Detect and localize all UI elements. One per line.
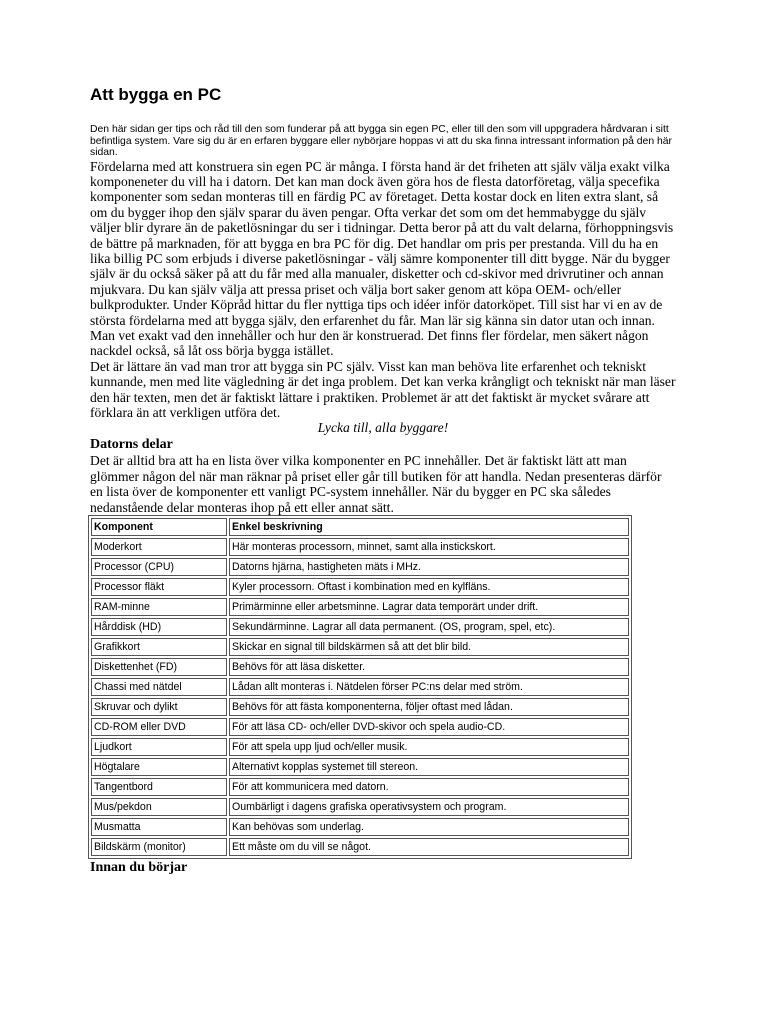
table-cell-component: Ljudkort xyxy=(91,738,227,756)
table-row xyxy=(91,598,629,616)
table-cell-component: Skruvar och dylikt xyxy=(91,698,227,716)
table-cell-description: Behövs för att läsa disketter. xyxy=(229,658,629,676)
table-cell-component: Diskettenhet (FD) xyxy=(91,658,227,676)
table-row xyxy=(91,658,629,676)
table-cell-component: CD-ROM eller DVD xyxy=(91,718,227,736)
table-row xyxy=(91,838,629,856)
table-cell-description: Här monteras processorn, minnet, samt alla instickskort. xyxy=(229,538,629,556)
table-cell-description: Kan behövas som underlag. xyxy=(229,818,629,836)
table-cell-description: Oumbärligt i dagens grafiska operativsystem och program. xyxy=(229,798,629,816)
intro-text: Den här sidan ger tips och råd till den som funderar på att bygga sin egen PC, eller till den som vill uppgradera hårdvaran i sitt befintliga system. Vare sig du är en erfaren byggare eller nybörjare hoppas vi att du ska finna intressant information på den här sidan. xyxy=(90,124,673,158)
table-cell-description: Kyler processorn. Oftast i kombination med en kylfläns. xyxy=(229,578,629,596)
table-cell-description: Ett måste om du vill se något. xyxy=(229,838,629,856)
table-cell-component: Musmatta xyxy=(91,818,227,836)
table-row xyxy=(91,558,629,576)
table-row xyxy=(91,778,629,796)
table-row xyxy=(91,798,629,816)
table-cell-component: Hårddisk (HD) xyxy=(91,618,227,636)
table-cell-description: Datorns hjärna, hastigheten mäts i MHz. xyxy=(229,558,629,576)
table-row xyxy=(91,758,629,776)
table-cell-description: Lådan allt monteras i. Nätdelen förser PC:ns delar med ström. xyxy=(229,678,629,696)
table-cell-component: RAM-minne xyxy=(91,598,227,616)
table-cell-component: Mus/pekdon xyxy=(91,798,227,816)
table-cell-description: För att spela upp ljud och/eller musik. xyxy=(229,738,629,756)
table-row xyxy=(91,618,629,636)
paragraph-easier: Det är lättare än vad man tror att bygga sin PC själv. Visst kan man behöva lite erfarenhet och tekniskt kunnande, men med lite vägledning är det inga problem. Det kan verka krångligt och tekniskt när man läser den här texten, men det är faktiskt lättare i praktiken. Problemet är att det faktiskt är mycket svårare att förklara än att verkligen utföra det. xyxy=(90,358,676,420)
table-cell-description: Skickar en signal till bildskärmen så att det blir bild. xyxy=(229,638,629,656)
table-row xyxy=(91,718,629,736)
table-cell-component: Moderkort xyxy=(91,538,227,556)
closing-line: Lycka till, alla byggare! xyxy=(317,420,449,436)
table-cell-component: Processor fläkt xyxy=(91,578,227,596)
table-header-description: Enkel beskrivning xyxy=(229,518,629,536)
table-cell-description: Primärminne eller arbetsminne. Lagrar data temporärt under drift. xyxy=(229,598,629,616)
table-row xyxy=(91,538,629,556)
section-text-parts: Det är alltid bra att ha en lista över vilka komponenter en PC innehåller. Det är faktiskt lätt att man glömmer någon del när man räknar på priset eller går till butiken för att handla. Nedan presenteras därför en lista över de komponenter ett vanligt PC-system innehåller. När du bygger en PC ska således nedanstående delar monteras ihop på ett eller annat sätt. xyxy=(90,453,662,515)
table-header-component: Komponent xyxy=(91,518,227,536)
table-cell-description: För att läsa CD- och/eller DVD-skivor och spela audio-CD. xyxy=(229,718,629,736)
paragraph-advantages: Fördelarna med att konstruera sin egen PC är många. I första hand är det friheten att själv välja exakt vilka komponeneter du vill ha i datorn. Det kan man dock även göra hos de flesta datorföretag, välja specefika komponenter som sedan monteras till en färdig PC av företaget. Detta kostar dock en liten extra slant, så om du bygger ihop den själv sparar du även pengar. Ofta verkar det som om det hemmabygge du själv väljer blir dyrare än de paketlösningar du ser i tidningar. Detta beror på att du valt delarna, förhoppningsvis de bättre på marknaden, för att bygga en bra PC för dig. Det handlar om pris per prestanda. Vill du ha en lika billig PC som erbjuds i diverse paketlösningar - välj sämre komponenter till ditt bygge. När du bygger själv är du också säker på att du får med alla manualer, disketter och cd-skivor med drivrutiner och annan mjukvara. Du kan själv välja att pressa priset och välja bort saker genom att köpa OEM- och/eller bulkprodukter. Under Köpråd hittar du fler nyttiga tips och idéer inför datorköpet. Till sist har vi en av de största fördelarna med att bygga själv, den erfarenhet du får. Man lär sig känna sin dator utan och innan. Man vet exakt vad den innehåller och hur den är konstruerad. Det finns fler fördelar, men säkert någon nackdel också, så låt oss börja bygga istället. xyxy=(90,158,674,359)
table-cell-component: Grafikkort xyxy=(91,638,227,656)
components-table xyxy=(88,515,632,859)
table-cell-component: Tangentbord xyxy=(91,778,227,796)
table-row xyxy=(91,638,629,656)
section-heading-before-start: Innan du börjar xyxy=(90,860,188,876)
table-row xyxy=(91,578,629,596)
table-row xyxy=(91,678,629,696)
table-cell-description: För att kommunicera med datorn. xyxy=(229,778,629,796)
document-page xyxy=(90,84,676,876)
table-cell-component: Chassi med nätdel xyxy=(91,678,227,696)
table-cell-component: Processor (CPU) xyxy=(91,558,227,576)
table-cell-description: Alternativt kopplas systemet till stereon. xyxy=(229,758,629,776)
table-row xyxy=(91,738,629,756)
table-cell-component: Högtalare xyxy=(91,758,227,776)
table-header-row xyxy=(91,518,629,536)
table-cell-component: Bildskärm (monitor) xyxy=(91,838,227,856)
section-heading-parts: Datorns delar xyxy=(90,437,173,453)
page-title: Att bygga en PC xyxy=(90,85,222,104)
table-row xyxy=(91,818,629,836)
table-cell-description: Behövs för att fästa komponenterna, följer oftast med lådan. xyxy=(229,698,629,716)
table-row xyxy=(91,698,629,716)
table-cell-description: Sekundärminne. Lagrar all data permanent. (OS, program, spel, etc). xyxy=(229,618,629,636)
